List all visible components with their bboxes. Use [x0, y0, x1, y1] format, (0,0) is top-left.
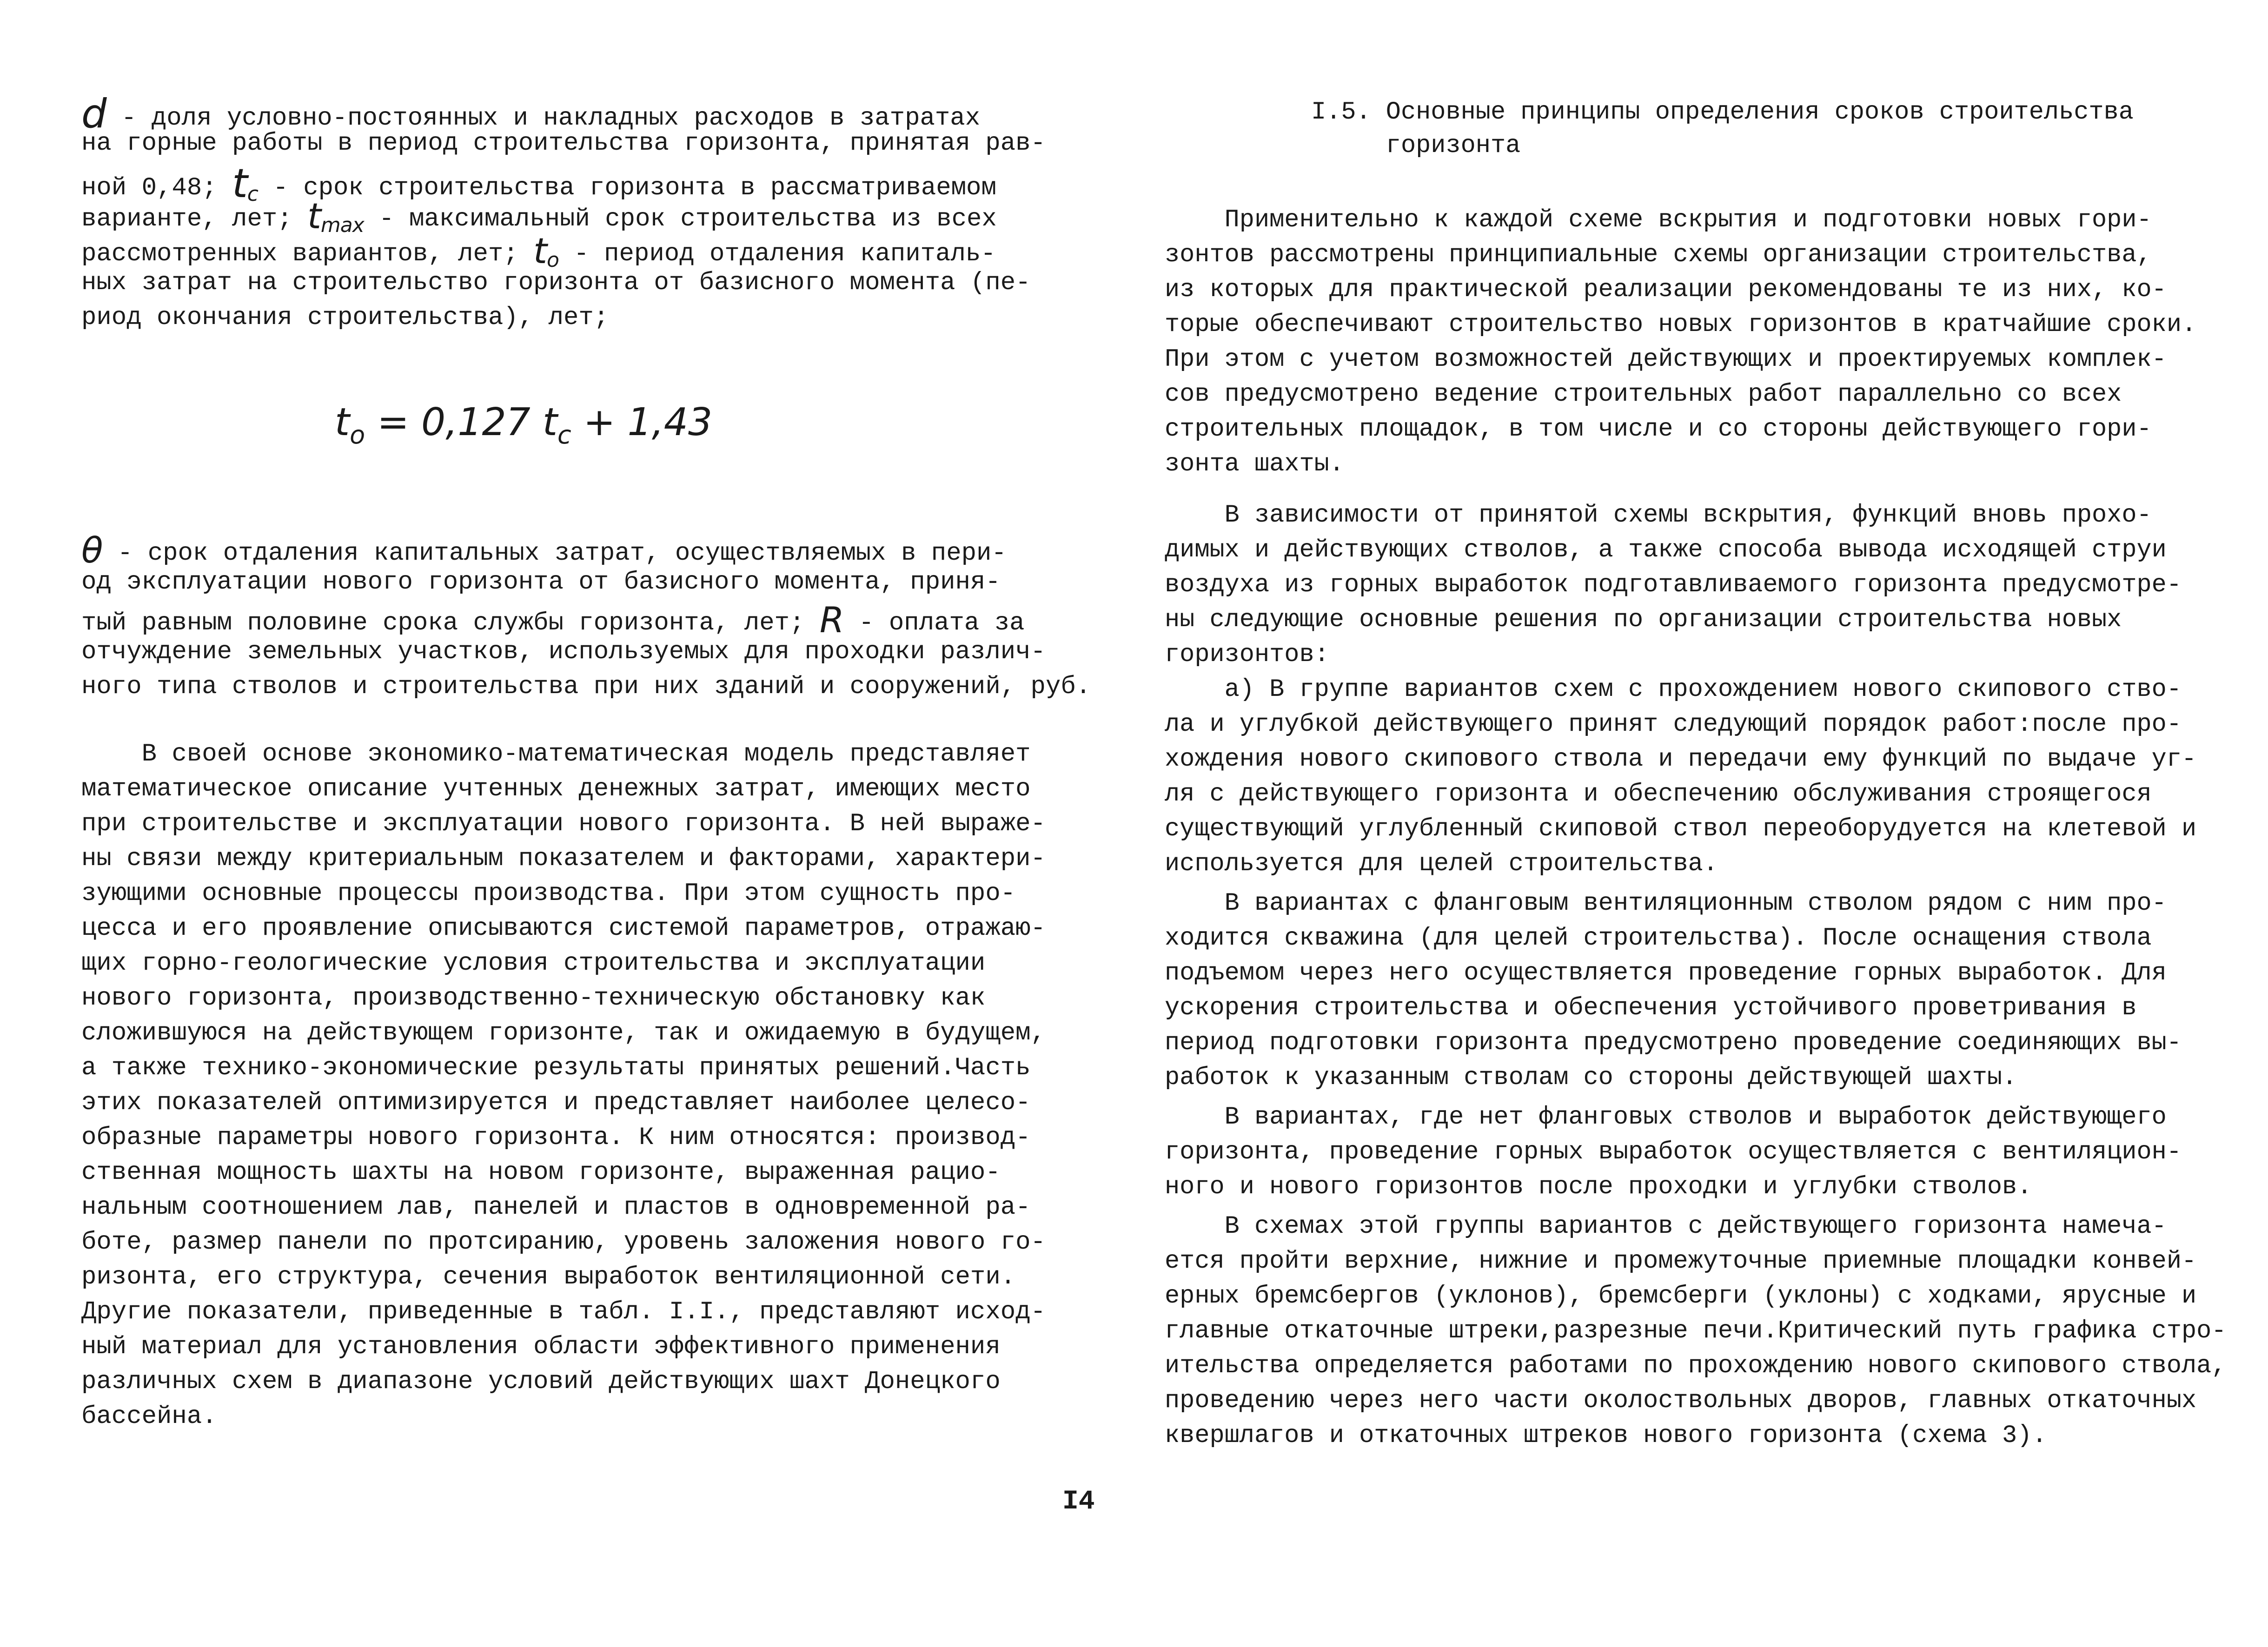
org-paragraph-line: ускорения строительства и обеспечения устойчивого проветривания в	[1165, 994, 2137, 1022]
org-paragraph-line: горизонтов:	[1165, 641, 1329, 669]
org-paragraph-line: работок к указанным стволам со стороны действующей шахты.	[1165, 1064, 2017, 1092]
org-paragraph-line: В зависимости от принятой схемы вскрытия, функций вновь прохо-	[1165, 501, 2152, 529]
org-paragraph-line: зонта шахты.	[1165, 450, 1344, 478]
model-paragraph-line: бассейна.	[81, 1402, 217, 1431]
theta-line-5: ного типа стволов и строительства при них зданий и сооружений, руб.	[81, 673, 1091, 701]
model-paragraph-line: зующими основные процессы производства. При этом сущность про-	[81, 880, 1016, 908]
model-paragraph-line: при строительстве и эксплуатации нового горизонта. В ней выраже-	[81, 810, 1046, 838]
org-paragraph-line: В вариантах с фланговым вентиляционным стволом рядом с ним про-	[1165, 889, 2167, 918]
org-paragraph-line: используется для целей строительства.	[1165, 850, 1718, 878]
definitions-line-2: на горные работы в период строительства горизонта, принятая рав-	[81, 129, 1046, 158]
page-number: I4	[1062, 1487, 1095, 1517]
definitions-line-7: риод окончания строительства), лет;	[81, 304, 609, 332]
definitions-line-5: рассмотренных вариантов, лет; $t_o$ - период отдаления капиталь-	[81, 230, 996, 272]
org-paragraph-line: квершлагов и откаточных штреков нового горизонта (схема 3).	[1165, 1422, 2047, 1450]
model-paragraph-line: математическое описание учтенных денежных затрат, имеющих место	[81, 775, 1031, 803]
symbol-d: d	[81, 91, 106, 137]
model-paragraph-line: различных схем в диапазоне условий действующих шахт Донецкого	[81, 1368, 1001, 1396]
model-paragraph-line: щих горно-геологические условия строительства и эксплуатации	[81, 949, 986, 978]
org-paragraph-line: воздуха из горных выработок подготавливаемого горизонта предусмотре-	[1165, 571, 2182, 599]
org-paragraph-line: ного и нового горизонтов после проходки и углубки стволов.	[1165, 1173, 2032, 1201]
org-paragraph-line: зонтов рассмотрены принципиальные схемы организации строительства,	[1165, 241, 2152, 269]
org-paragraph-line: хождения нового скипового ствола и передачи ему функций по выдаче уг-	[1165, 745, 2197, 774]
model-paragraph-line: а также технико-экономические результаты принятых решений.Часть	[81, 1054, 1031, 1082]
symbol-tc: t	[232, 160, 247, 207]
org-paragraph-line: димых и действующих стволов, а также способа вывода исходящей струи	[1165, 536, 2167, 564]
org-paragraph-line: ительства определяется работами по прохождению нового скипового ствола,	[1165, 1352, 2227, 1380]
model-paragraph-line: ный материал для установления области эффективного применения	[81, 1333, 1001, 1361]
theta-line-4: отчуждение земельных участков, используемых для проходки различ-	[81, 638, 1046, 666]
section-heading: I.5. Основные принципы определения сроков строительства	[1311, 98, 2134, 126]
theta-line-3: тый равным половине срока службы горизонта, лет; R - оплата за	[81, 599, 1025, 641]
org-paragraph-line: горизонта, проведение горных выработок осуществляется с вентиляцион-	[1165, 1138, 2182, 1166]
model-paragraph-line: образные параметры нового горизонта. К ним относятся: производ-	[81, 1124, 1031, 1152]
formula-to: $t_o = 0,127$ $t_c + 1,43$	[335, 400, 713, 450]
definitions-line-1: d - доля условно-постоянных и накладных расходов в затратах	[81, 91, 981, 137]
model-paragraph-line: ризонта, его структура, сечения выработок вентиляционной сети.	[81, 1263, 1016, 1291]
model-paragraph-line: нальным соотношением лав, панелей и пластов в одновременной ра-	[81, 1193, 1031, 1222]
org-paragraph-line: проведению через него части околоствольных дворов, главных откаточных	[1165, 1387, 2197, 1415]
model-paragraph-line: цесса и его проявление описываются системой параметров, отражаю-	[81, 914, 1046, 943]
model-paragraph-line: нового горизонта, производственно-техническую обстановку как	[81, 984, 986, 1012]
org-paragraph-line: торые обеспечивают строительство новых горизонтов в кратчайшие сроки.	[1165, 311, 2197, 339]
org-paragraph-line: существующий углубленный скиповой ствол переоборудуется на клетевой и	[1165, 815, 2197, 843]
org-paragraph-line: Применительно к каждой схеме вскрытия и подготовки новых гори-	[1165, 206, 2152, 234]
org-paragraph-line: главные откаточные штреки,разрезные печи.Критический путь графика стро-	[1165, 1317, 2227, 1345]
org-paragraph-line: ходится скважина (для целей строительства). После оснащения ствола	[1165, 924, 2152, 952]
org-paragraph-line: ля с действующего горизонта и обеспечению обслуживания строящегося	[1165, 780, 2152, 808]
theta-line-1: θ - срок отдаления капитальных затрат, осуществляемых в пери-	[81, 529, 1007, 571]
org-paragraph-line: В вариантах, где нет фланговых стволов и выработок действующего	[1165, 1103, 2167, 1131]
org-paragraph-line: ла и углубкой действующего принят следующий порядок работ:после про-	[1165, 710, 2182, 739]
model-paragraph-line: В своей основе экономико-математическая модель представляет	[81, 740, 1031, 768]
theta-line-2: од эксплуатации нового горизонта от базисного момента, приня-	[81, 568, 1001, 596]
org-paragraph-line: ерных бремсбергов (уклонов), бремсберги (уклоны) с ходками, ярусные и	[1165, 1282, 2197, 1310]
org-paragraph-line: период подготовки горизонта предусмотрено проведение соединяющих вы-	[1165, 1029, 2182, 1057]
symbol-tmax: t	[307, 195, 321, 237]
org-paragraph-line: сов предусмотрено ведение строительных работ параллельно со всех	[1165, 380, 2122, 409]
model-paragraph-line: ны связи между критериальным показателем и факторами, характери-	[81, 845, 1046, 873]
model-paragraph-line: сложившуюся на действующем горизонте, так и ожидаемую в будущем,	[81, 1019, 1046, 1047]
symbol-to: t	[533, 230, 547, 271]
org-paragraph-line: а) В группе вариантов схем с прохождением нового скипового ство-	[1165, 675, 2182, 704]
model-paragraph-line: Другие показатели, приведенные в табл. I.I., представляют исход-	[81, 1298, 1046, 1326]
org-paragraph-line: подъемом через него осуществляется проведение горных выработок. Для	[1165, 959, 2167, 987]
org-paragraph-line: ется пройти верхние, нижние и промежуточные приемные площадки конвей-	[1165, 1247, 2197, 1276]
org-paragraph-line: При этом с учетом возможностей действующих и проектируемых комплек-	[1165, 345, 2167, 374]
definitions-line-3: ной 0,48; $t_c$ - срок строительства горизонта в рассматриваемом	[81, 160, 996, 207]
model-paragraph-line: боте, размер панели по протсиранию, уровень заложения нового го-	[81, 1228, 1046, 1257]
section-heading: горизонта	[1311, 132, 1521, 160]
definitions-line-4: варианте, лет; $t_{max}$ - максимальный срок строительства из всех	[81, 195, 997, 237]
symbol-theta: θ	[81, 529, 103, 571]
model-paragraph-line: ственная мощность шахты на новом горизонте, выраженная рацио-	[81, 1158, 1001, 1187]
org-paragraph-line: ны следующие основные решения по организации строительства новых	[1165, 606, 2122, 634]
symbol-R: R	[819, 599, 844, 641]
org-paragraph-line: В схемах этой группы вариантов с действующего горизонта намеча-	[1165, 1212, 2167, 1241]
org-paragraph-line: строительных площадок, в том числе и со стороны действующего гори-	[1165, 415, 2152, 443]
model-paragraph-line: этих показателей оптимизируется и представляет наиболее целесо-	[81, 1089, 1031, 1117]
org-paragraph-line: из которых для практической реализации рекомендованы те из них, ко-	[1165, 276, 2167, 304]
definitions-line-6: ных затрат на строительство горизонта от базисного момента (пе-	[81, 269, 1031, 297]
